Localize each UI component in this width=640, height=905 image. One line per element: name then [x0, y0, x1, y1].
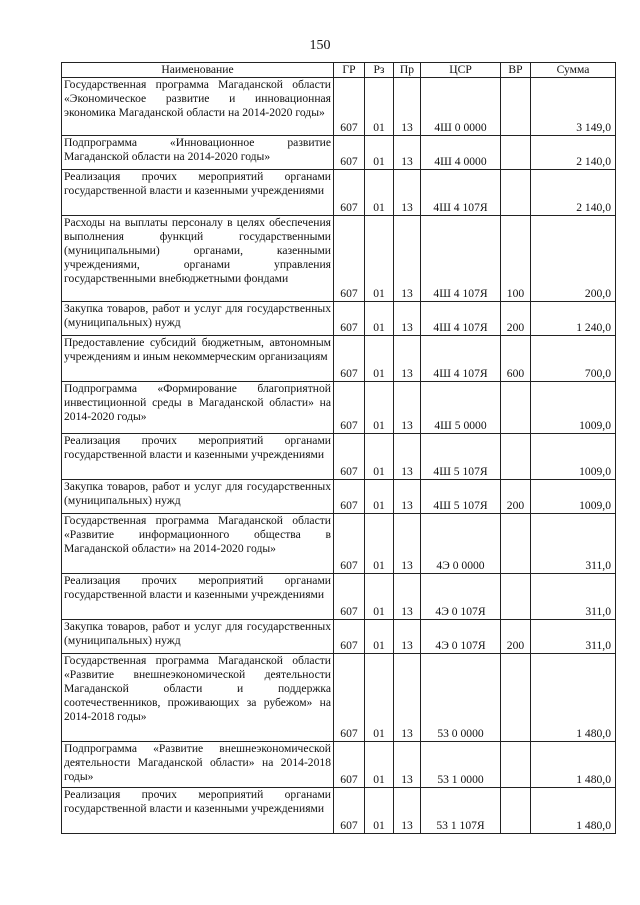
column-header-name: Наименование — [62, 63, 334, 78]
cell-vr: 200 — [501, 480, 531, 514]
table-row — [62, 480, 616, 514]
cell-vr — [501, 434, 531, 480]
cell-gr: 607 — [334, 620, 365, 654]
cell-vr: 200 — [501, 620, 531, 654]
cell-pr: 13 — [394, 514, 421, 574]
cell-csr: 4Ш 4 107Я — [421, 336, 501, 382]
budget-table — [61, 62, 616, 834]
cell-name: Реализация прочих мероприятий органами государственной власти и казенными учреждениями — [62, 170, 334, 216]
cell-name: Государственная программа Магаданской области «Развитие информационного общества в Магаданской области» на 2014-2020 годы» — [62, 514, 334, 574]
cell-rz: 01 — [365, 382, 394, 434]
table-header-row — [62, 63, 616, 78]
table-row — [62, 78, 616, 136]
column-header-sum: Сумма — [531, 63, 616, 78]
cell-csr: 53 1 107Я — [421, 788, 501, 834]
cell-sum: 3 149,0 — [531, 78, 616, 136]
cell-csr: 4Э 0 107Я — [421, 574, 501, 620]
cell-gr: 607 — [334, 382, 365, 434]
cell-rz: 01 — [365, 574, 394, 620]
cell-name: Государственная программа Магаданской области «Развитие внешнеэкономической деятельности Магаданской области и поддержка соотечественников, проживающих за рубежом» на 2014-2018 годы» — [62, 654, 334, 742]
cell-name: Реализация прочих мероприятий органами государственной власти и казенными учреждениями — [62, 788, 334, 834]
cell-pr: 13 — [394, 170, 421, 216]
cell-rz: 01 — [365, 216, 394, 302]
cell-pr: 13 — [394, 382, 421, 434]
cell-csr: 4Э 0 107Я — [421, 620, 501, 654]
cell-rz: 01 — [365, 170, 394, 216]
cell-gr: 607 — [334, 216, 365, 302]
cell-sum: 1 480,0 — [531, 742, 616, 788]
cell-pr: 13 — [394, 78, 421, 136]
cell-name: Расходы на выплаты персоналу в целях обеспечения выполнения функций государственными (муниципальными) органами, казенными учреждениями, органами управления государственными внебюджетными фондами — [62, 216, 334, 302]
cell-vr — [501, 574, 531, 620]
cell-name: Реализация прочих мероприятий органами государственной власти и казенными учреждениями — [62, 434, 334, 480]
cell-name: Подпрограмма «Инновационное развитие Магаданской области на 2014-2020 годы» — [62, 136, 334, 170]
cell-pr: 13 — [394, 216, 421, 302]
cell-pr: 13 — [394, 620, 421, 654]
cell-name: Подпрограмма «Развитие внешнеэкономической деятельности Магаданской области» на 2014-2018 годы» — [62, 742, 334, 788]
table-row — [62, 620, 616, 654]
cell-vr — [501, 78, 531, 136]
cell-pr: 13 — [394, 788, 421, 834]
cell-rz: 01 — [365, 302, 394, 336]
cell-rz: 01 — [365, 788, 394, 834]
cell-pr: 13 — [394, 480, 421, 514]
table-row — [62, 742, 616, 788]
cell-vr: 100 — [501, 216, 531, 302]
cell-rz: 01 — [365, 480, 394, 514]
cell-csr: 53 0 0000 — [421, 654, 501, 742]
cell-rz: 01 — [365, 742, 394, 788]
cell-sum: 200,0 — [531, 216, 616, 302]
cell-pr: 13 — [394, 136, 421, 170]
column-header-pr: Пр — [394, 63, 421, 78]
cell-gr: 607 — [334, 170, 365, 216]
table-row — [62, 136, 616, 170]
cell-gr: 607 — [334, 302, 365, 336]
cell-gr: 607 — [334, 434, 365, 480]
cell-csr: 53 1 0000 — [421, 742, 501, 788]
cell-rz: 01 — [365, 78, 394, 136]
cell-gr: 607 — [334, 788, 365, 834]
cell-vr — [501, 170, 531, 216]
cell-pr: 13 — [394, 574, 421, 620]
cell-name: Предоставление субсидий бюджетным, автономным учреждениям и иным некоммерческим организациям — [62, 336, 334, 382]
cell-sum: 1009,0 — [531, 434, 616, 480]
cell-csr: 4Э 0 0000 — [421, 514, 501, 574]
cell-vr — [501, 514, 531, 574]
cell-gr: 607 — [334, 742, 365, 788]
cell-sum: 2 140,0 — [531, 170, 616, 216]
cell-csr: 4Ш 4 0000 — [421, 136, 501, 170]
cell-pr: 13 — [394, 336, 421, 382]
cell-pr: 13 — [394, 654, 421, 742]
cell-vr — [501, 654, 531, 742]
cell-vr — [501, 136, 531, 170]
cell-name: Закупка товаров, работ и услуг для государственных (муниципальных) нужд — [62, 620, 334, 654]
cell-csr: 4Ш 4 107Я — [421, 170, 501, 216]
cell-vr: 200 — [501, 302, 531, 336]
cell-rz: 01 — [365, 654, 394, 742]
cell-name: Закупка товаров, работ и услуг для государственных (муниципальных) нужд — [62, 480, 334, 514]
cell-sum: 2 140,0 — [531, 136, 616, 170]
cell-pr: 13 — [394, 742, 421, 788]
cell-vr: 600 — [501, 336, 531, 382]
cell-rz: 01 — [365, 336, 394, 382]
cell-pr: 13 — [394, 302, 421, 336]
cell-pr: 13 — [394, 434, 421, 480]
cell-sum: 700,0 — [531, 336, 616, 382]
cell-vr — [501, 742, 531, 788]
cell-gr: 607 — [334, 480, 365, 514]
cell-sum: 311,0 — [531, 514, 616, 574]
cell-rz: 01 — [365, 620, 394, 654]
cell-csr: 4Ш 4 107Я — [421, 216, 501, 302]
cell-sum: 1 480,0 — [531, 788, 616, 834]
table-row — [62, 574, 616, 620]
cell-sum: 1 480,0 — [531, 654, 616, 742]
cell-gr: 607 — [334, 654, 365, 742]
cell-name: Закупка товаров, работ и услуг для государственных (муниципальных) нужд — [62, 302, 334, 336]
table-row — [62, 788, 616, 834]
cell-sum: 1 240,0 — [531, 302, 616, 336]
cell-rz: 01 — [365, 136, 394, 170]
cell-csr: 4Ш 5 107Я — [421, 434, 501, 480]
cell-name: Государственная программа Магаданской области «Экономическое развитие и инновационная экономика Магаданской области на 2014-2020 годы» — [62, 78, 334, 136]
cell-sum: 1009,0 — [531, 382, 616, 434]
cell-csr: 4Ш 5 107Я — [421, 480, 501, 514]
cell-sum: 311,0 — [531, 574, 616, 620]
cell-sum: 1009,0 — [531, 480, 616, 514]
cell-csr: 4Ш 0 0000 — [421, 78, 501, 136]
column-header-gr: ГР — [334, 63, 365, 78]
table-row — [62, 336, 616, 382]
cell-rz: 01 — [365, 434, 394, 480]
cell-rz: 01 — [365, 514, 394, 574]
table-row — [62, 170, 616, 216]
page-number: 150 — [309, 38, 331, 53]
cell-csr: 4Ш 4 107Я — [421, 302, 501, 336]
table-row — [62, 216, 616, 302]
cell-vr — [501, 788, 531, 834]
column-header-vr: ВР — [501, 63, 531, 78]
cell-name: Реализация прочих мероприятий органами государственной власти и казенными учреждениями — [62, 574, 334, 620]
table-row — [62, 382, 616, 434]
cell-gr: 607 — [334, 78, 365, 136]
cell-gr: 607 — [334, 514, 365, 574]
cell-vr — [501, 382, 531, 434]
table-row — [62, 654, 616, 742]
table-row — [62, 514, 616, 574]
table-row — [62, 302, 616, 336]
column-header-csr: ЦСР — [421, 63, 501, 78]
cell-gr: 607 — [334, 136, 365, 170]
column-header-rz: Рз — [365, 63, 394, 78]
cell-csr: 4Ш 5 0000 — [421, 382, 501, 434]
cell-name: Подпрограмма «Формирование благоприятной инвестиционной среды в Магаданской области» на 2014-2020 годы» — [62, 382, 334, 434]
table-row — [62, 434, 616, 480]
cell-sum: 311,0 — [531, 620, 616, 654]
cell-gr: 607 — [334, 336, 365, 382]
cell-gr: 607 — [334, 574, 365, 620]
